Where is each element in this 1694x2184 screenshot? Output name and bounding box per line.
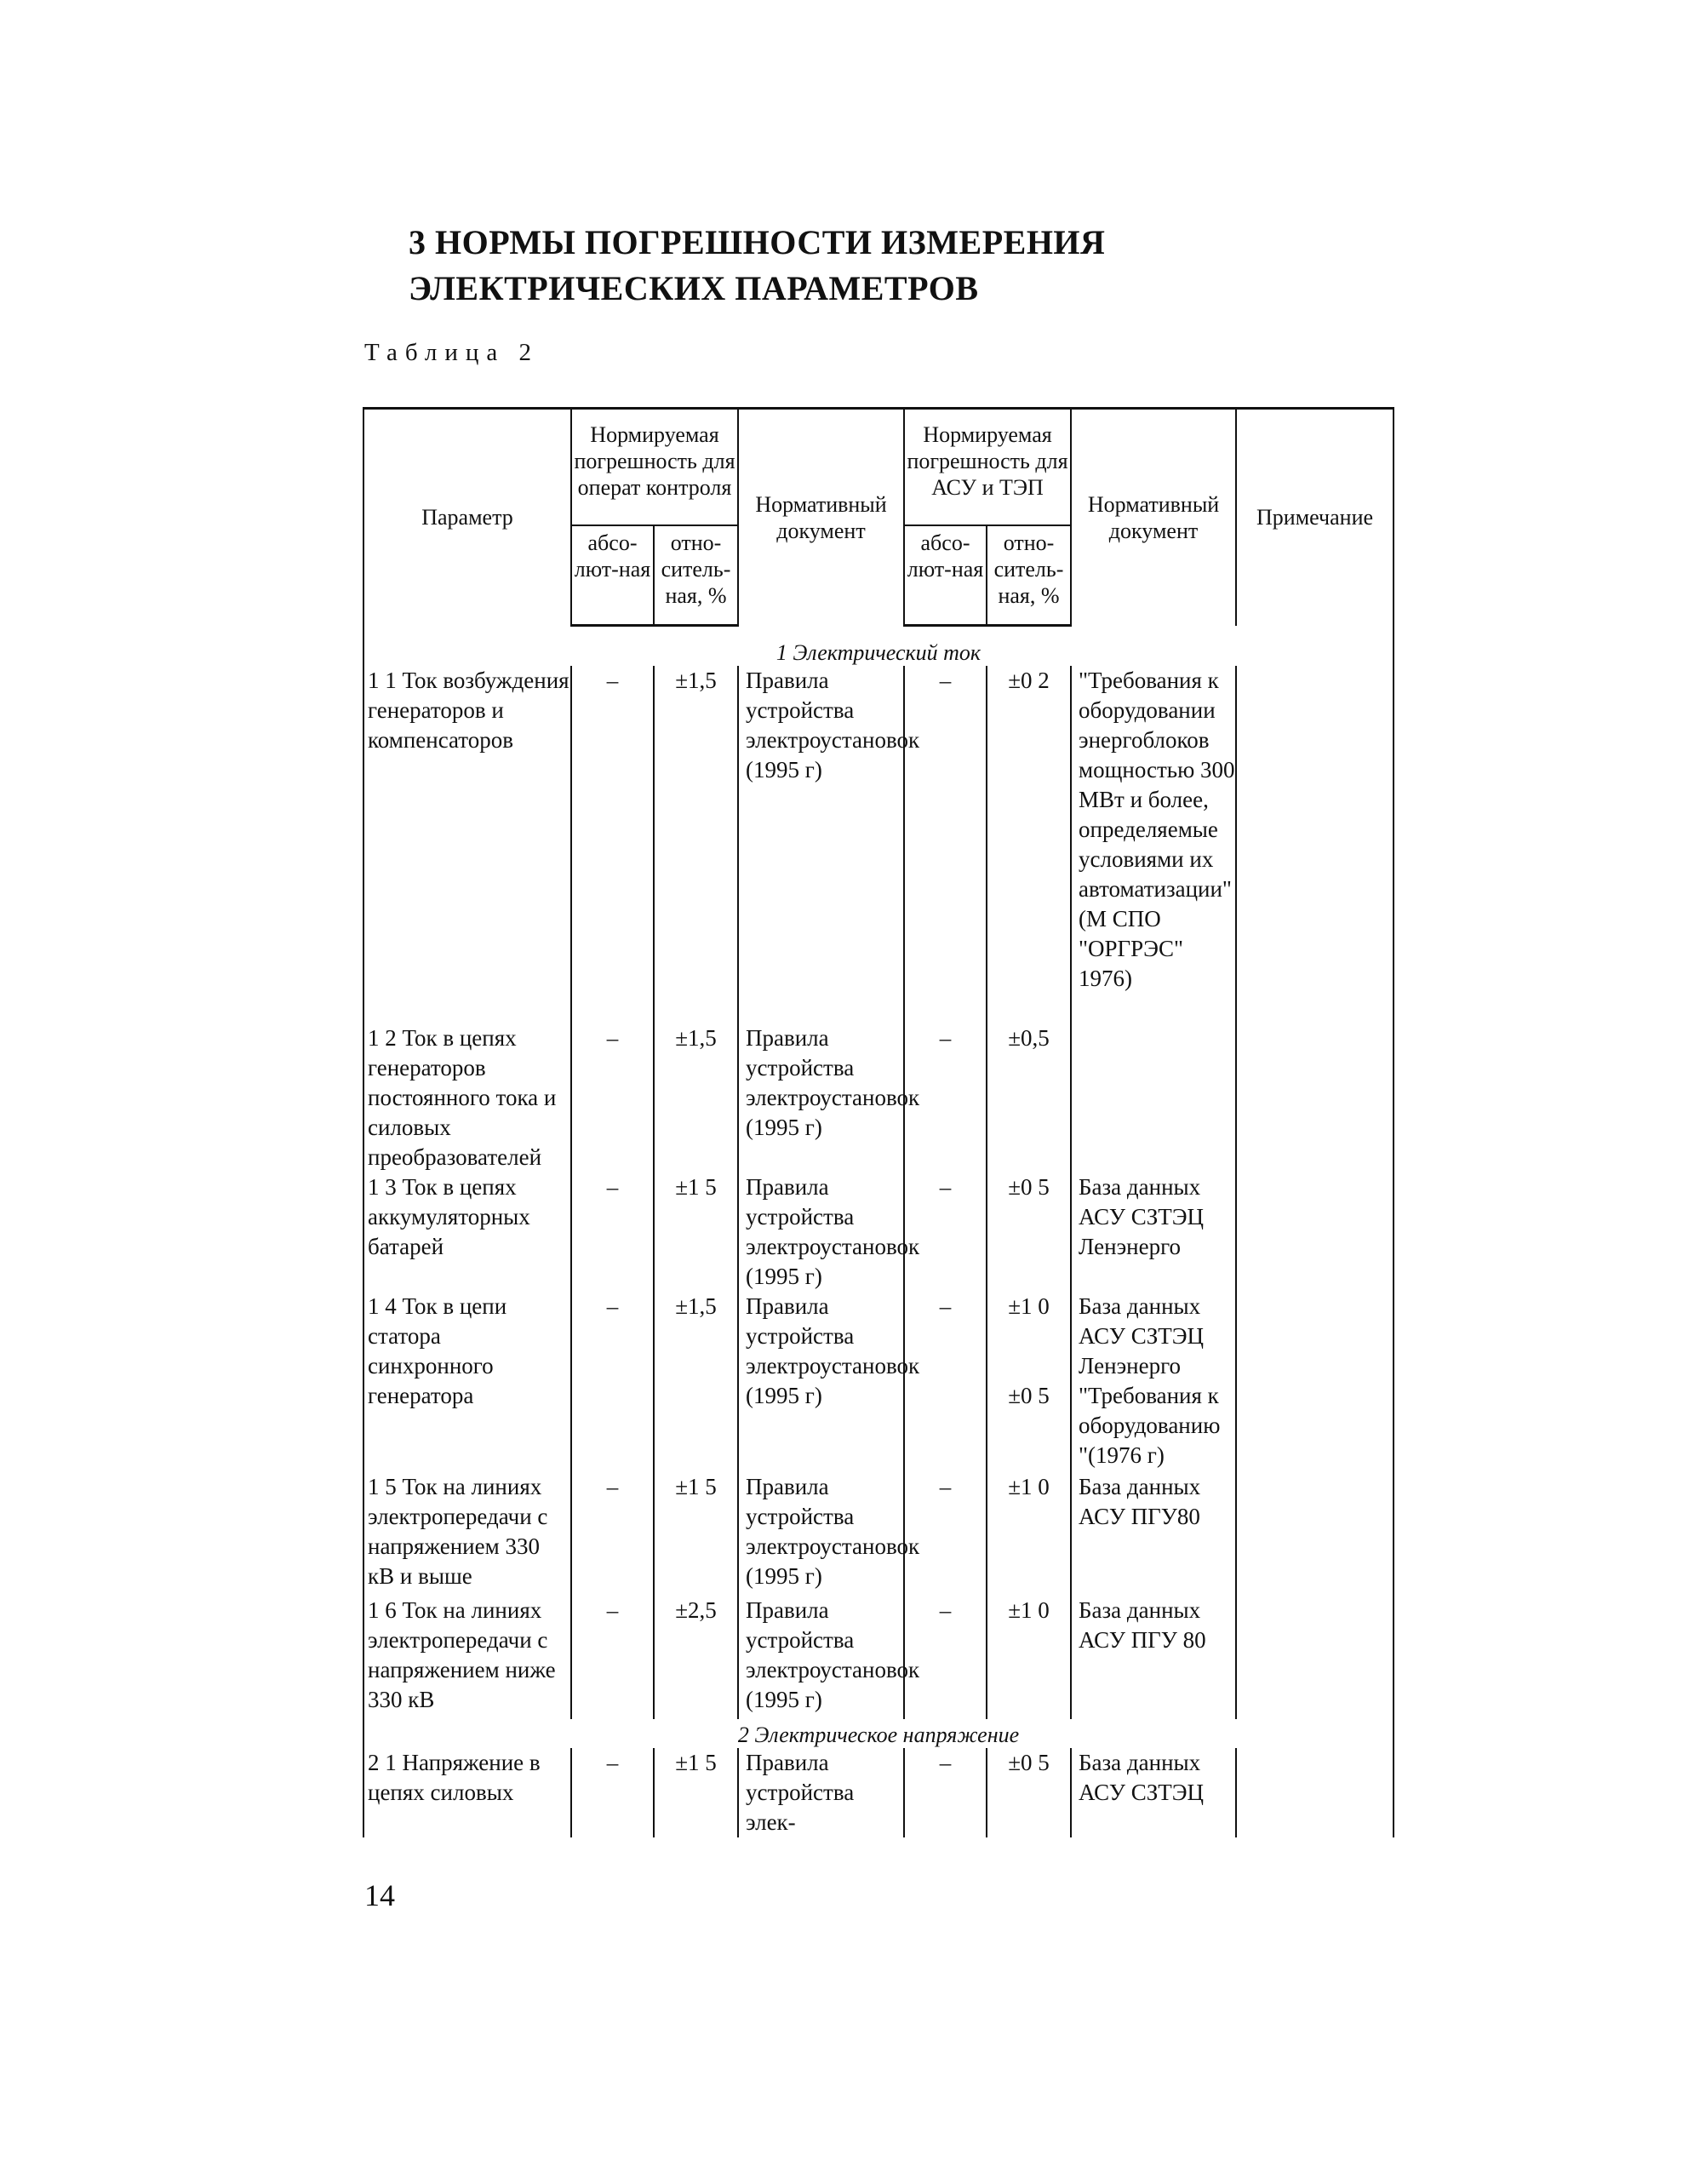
cell-abs2: – bbox=[904, 1472, 987, 1596]
cell-doc1: Правила устройства электроустановок (1995 г) bbox=[738, 1172, 904, 1292]
cell-rel2: ±1 0 bbox=[987, 1596, 1071, 1719]
cell-doc2: "Требования к оборудовании энергоблоков мощностью 300 МВт и более, определяемые условиями их автоматизации" (М СПО "ОРГРЭС" 1976) bbox=[1071, 666, 1236, 1023]
cell-note bbox=[1236, 1023, 1394, 1172]
cell-param: 2 1 Напряжение в цепях силовых bbox=[363, 1748, 571, 1837]
cell-doc1: Правила устройства электроустановок (1995 г) bbox=[738, 666, 904, 1023]
cell-abs1: – bbox=[571, 1596, 654, 1719]
table-row bbox=[363, 666, 1394, 1023]
cell-rel2: ±1 0 bbox=[1008, 1293, 1050, 1319]
table-caption: Таблица 2 bbox=[364, 339, 540, 366]
cell-rel1: ±1,5 bbox=[654, 1292, 738, 1472]
page-title-line2: ЭЛЕКТРИЧЕСКИХ ПАРАМЕТРОВ bbox=[409, 269, 979, 307]
table-row bbox=[363, 1596, 1394, 1719]
cell-note bbox=[1236, 1748, 1394, 1837]
cell-rel2: ±0 5 bbox=[987, 1748, 1071, 1837]
cell-abs1: – bbox=[571, 666, 654, 1023]
norms-table bbox=[363, 407, 1394, 1837]
page-title-line1: 3 НОРМЫ ПОГРЕШНОСТИ ИЗМЕРЕНИЯ bbox=[409, 223, 1106, 261]
table-row bbox=[363, 1023, 1394, 1172]
cell-param: 1 5 Ток на линиях электропередачи с напряжением 330 кВ и выше bbox=[363, 1472, 571, 1596]
cell-abs1: – bbox=[571, 1292, 654, 1472]
cell-abs2: – bbox=[904, 1023, 987, 1172]
table-row bbox=[363, 1292, 1394, 1472]
cell-rel1: ±1 5 bbox=[654, 1472, 738, 1596]
cell-param: 1 2 Ток в цепях генераторов постоянного тока и силовых преобразователей bbox=[363, 1023, 571, 1172]
header-abs1: абсо-лют-ная bbox=[571, 525, 654, 626]
cell-doc2: База данных АСУ СЗТЭЦ bbox=[1071, 1748, 1236, 1837]
cell-rel1: ±1,5 bbox=[654, 666, 738, 1023]
cell-rel2: ±0,5 bbox=[987, 1023, 1071, 1172]
cell-param: 1 6 Ток на линиях электропередачи с напряжением ниже 330 кВ bbox=[363, 1596, 571, 1719]
cell-note bbox=[1236, 1472, 1394, 1596]
cell-doc1: Правила устройства электроустановок (1995 г) bbox=[738, 1472, 904, 1596]
table-row bbox=[363, 1748, 1394, 1837]
cell-doc1: Правила устройства электроустановок (1995 г) bbox=[738, 1292, 904, 1472]
cell-abs1: – bbox=[571, 1023, 654, 1172]
cell-doc2: База данных АСУ ПГУ 80 bbox=[1071, 1596, 1236, 1719]
cell-doc2-second: "Требования к оборудованию "(1976 г) bbox=[1079, 1383, 1221, 1468]
cell-doc2 bbox=[1071, 1023, 1236, 1172]
page-number: 14 bbox=[364, 1878, 395, 1912]
cell-doc2: База данных АСУ ПГУ80 bbox=[1071, 1472, 1236, 1596]
cell-rel1: ±2,5 bbox=[654, 1596, 738, 1719]
cell-doc1: Правила устройства элек- bbox=[738, 1748, 904, 1837]
cell-abs2: – bbox=[904, 1292, 987, 1472]
header-norm-oper: Нормируемая погрешность для операт контроля bbox=[571, 409, 738, 525]
section-row bbox=[363, 626, 1394, 667]
table-row bbox=[363, 1172, 1394, 1292]
cell-note bbox=[1236, 1172, 1394, 1292]
header-rel1: отно-ситель-ная, % bbox=[654, 525, 738, 626]
header-param: Параметр bbox=[363, 409, 571, 626]
cell-abs2: – bbox=[904, 666, 987, 1023]
cell-doc1: Правила устройства электроустановок (1995 г) bbox=[738, 1596, 904, 1719]
header-abs2: абсо-лют-ная bbox=[904, 525, 987, 626]
cell-rel1: ±1 5 bbox=[654, 1172, 738, 1292]
cell-param: 1 3 Ток в цепях аккумуляторных батарей bbox=[363, 1172, 571, 1292]
cell-rel2: ±0 5 bbox=[987, 1172, 1071, 1292]
section-row bbox=[363, 1719, 1394, 1748]
cell-rel2-group bbox=[987, 1292, 1071, 1472]
cell-rel2: ±0 2 bbox=[987, 666, 1071, 1023]
section-title-voltage: 2 Электрическое напряжение bbox=[363, 1719, 1394, 1748]
cell-abs1: – bbox=[571, 1472, 654, 1596]
cell-doc2: База данных АСУ СЗТЭЦ Ленэнерго bbox=[1071, 1172, 1236, 1292]
cell-abs1: – bbox=[571, 1172, 654, 1292]
cell-rel1: ±1 5 bbox=[654, 1748, 738, 1837]
cell-abs1: – bbox=[571, 1748, 654, 1837]
cell-abs2: – bbox=[904, 1596, 987, 1719]
section-title-current: 1 Электрический ток bbox=[363, 626, 1394, 667]
cell-abs2: – bbox=[904, 1748, 987, 1837]
cell-param: 1 4 Ток в цепи статора синхронного генератора bbox=[363, 1292, 571, 1472]
header-norm-asu: Нормируемая погрешность для АСУ и ТЭП bbox=[904, 409, 1071, 525]
cell-rel1: ±1,5 bbox=[654, 1023, 738, 1172]
cell-doc2: База данных АСУ СЗТЭЦ Ленэнерго bbox=[1079, 1293, 1205, 1379]
cell-rel2-second: ±0 5 bbox=[1008, 1383, 1050, 1408]
cell-abs2: – bbox=[904, 1172, 987, 1292]
page-title bbox=[409, 220, 1105, 312]
cell-rel2: ±1 0 bbox=[987, 1472, 1071, 1596]
cell-note bbox=[1236, 666, 1394, 1023]
header-rel2: отно-ситель-ная, % bbox=[987, 525, 1071, 626]
header-doc1: Нормативный документ bbox=[738, 409, 904, 626]
cell-note bbox=[1236, 1292, 1394, 1472]
cell-param: 1 1 Ток возбуждения генераторов и компенсаторов bbox=[363, 666, 571, 1023]
cell-doc2-group bbox=[1071, 1292, 1236, 1472]
header-doc2: Нормативный документ bbox=[1071, 409, 1236, 626]
header-note: Примечание bbox=[1236, 409, 1394, 626]
table-row bbox=[363, 1472, 1394, 1596]
cell-doc1: Правила устройства электроустановок (1995 г) bbox=[738, 1023, 904, 1172]
cell-note bbox=[1236, 1596, 1394, 1719]
